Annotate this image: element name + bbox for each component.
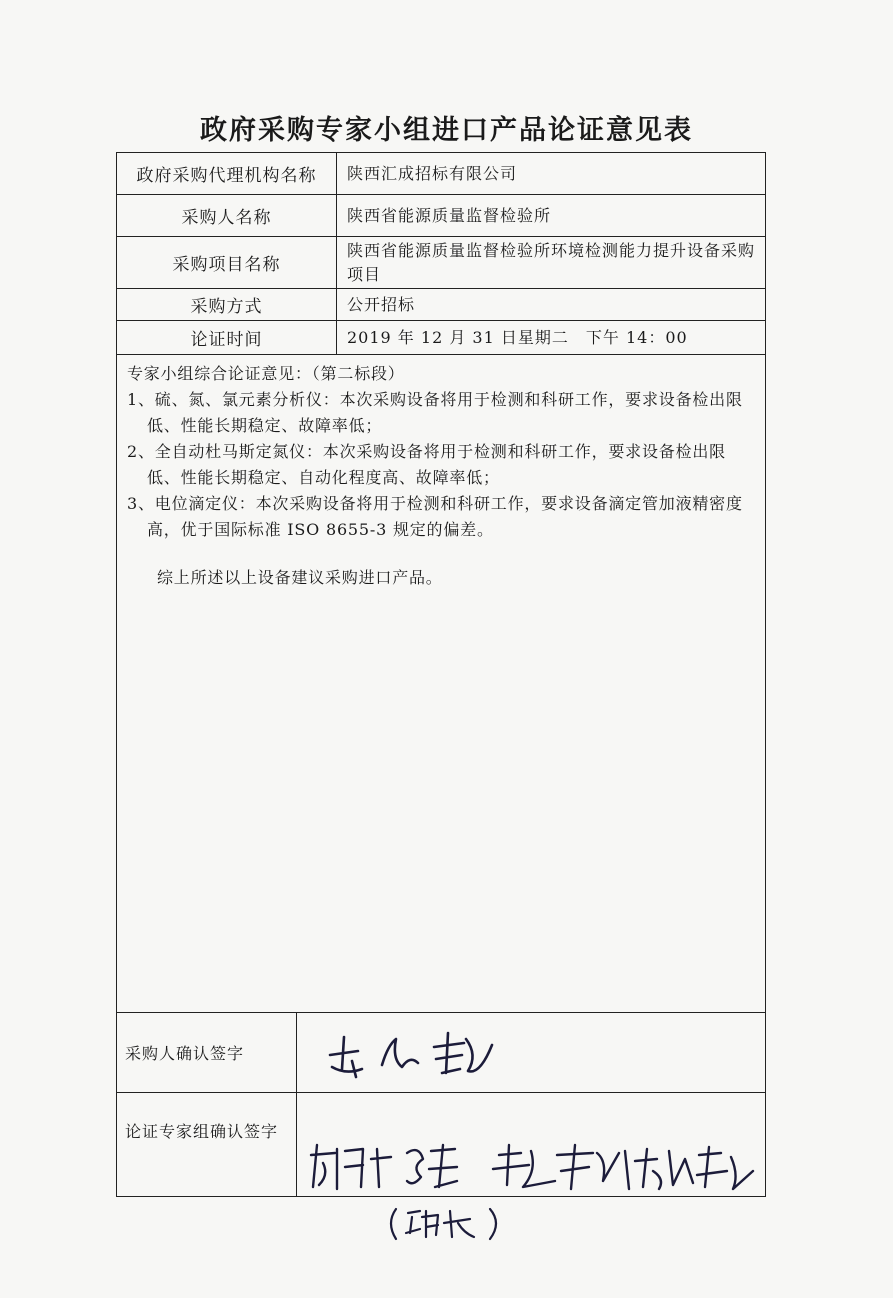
expert-signature-row xyxy=(117,1093,765,1196)
expert-sign-label: 论证专家组确认签字 xyxy=(117,1093,297,1196)
leader-note xyxy=(380,1203,510,1243)
method-value: 公开招标 xyxy=(347,294,416,314)
expert-opinion-section xyxy=(117,355,765,1013)
project-value: 陕西省能源质量监督检验所环境检测能力提升设备采购项目 xyxy=(347,240,756,284)
time-label: 论证时间 xyxy=(117,321,337,354)
agency-label: 政府采购代理机构名称 xyxy=(117,153,337,194)
table-row-project xyxy=(117,237,765,289)
project-label: 采购项目名称 xyxy=(117,237,337,288)
table-row-purchaser xyxy=(117,195,765,237)
opinion-item-3: 3、电位滴定仪：本次采购设备将用于检测和科研工作，要求设备滴定管加液精密度高，优于国际标准 ISO 8655-3 规定的偏差。 xyxy=(127,494,743,539)
opinion-item-2: 2、全自动杜马斯定氮仪：本次采购设备将用于检测和科研工作，要求设备检出限低、性能长期稳定、自动化程度高、故障率低； xyxy=(127,442,726,487)
table-row-agency xyxy=(117,153,765,195)
table-row-method xyxy=(117,289,765,321)
opinion-heading: 专家小组综合论证意见：（第二标段） xyxy=(127,364,405,383)
purchaser-label: 采购人名称 xyxy=(117,195,337,236)
opinion-item-1: 1、硫、氮、氯元素分析仪：本次采购设备将用于检测和科研工作，要求设备检出限低、性能长期稳定、故障率低； xyxy=(127,390,743,435)
agency-value: 陕西汇成招标有限公司 xyxy=(347,163,518,183)
purchaser-signature-handwriting xyxy=(322,1025,522,1085)
opinion-conclusion: 综上所述以上设备建议采购进口产品。 xyxy=(157,568,443,587)
opinion-form-table xyxy=(116,152,766,1197)
purchaser-sign-label: 采购人确认签字 xyxy=(117,1013,297,1092)
purchaser-value: 陕西省能源质量监督检验所 xyxy=(347,205,552,225)
method-label: 采购方式 xyxy=(117,289,337,320)
time-value: 2019 年 12 月 31 日星期二 下午 14：00 xyxy=(347,327,688,347)
leader-note-handwriting xyxy=(380,1203,510,1243)
expert-signatures-handwriting xyxy=(307,1141,767,1199)
table-row-time xyxy=(117,321,765,355)
document-title: 政府采购专家小组进口产品论证意见表 xyxy=(200,115,693,146)
purchaser-signature-row xyxy=(117,1013,765,1093)
